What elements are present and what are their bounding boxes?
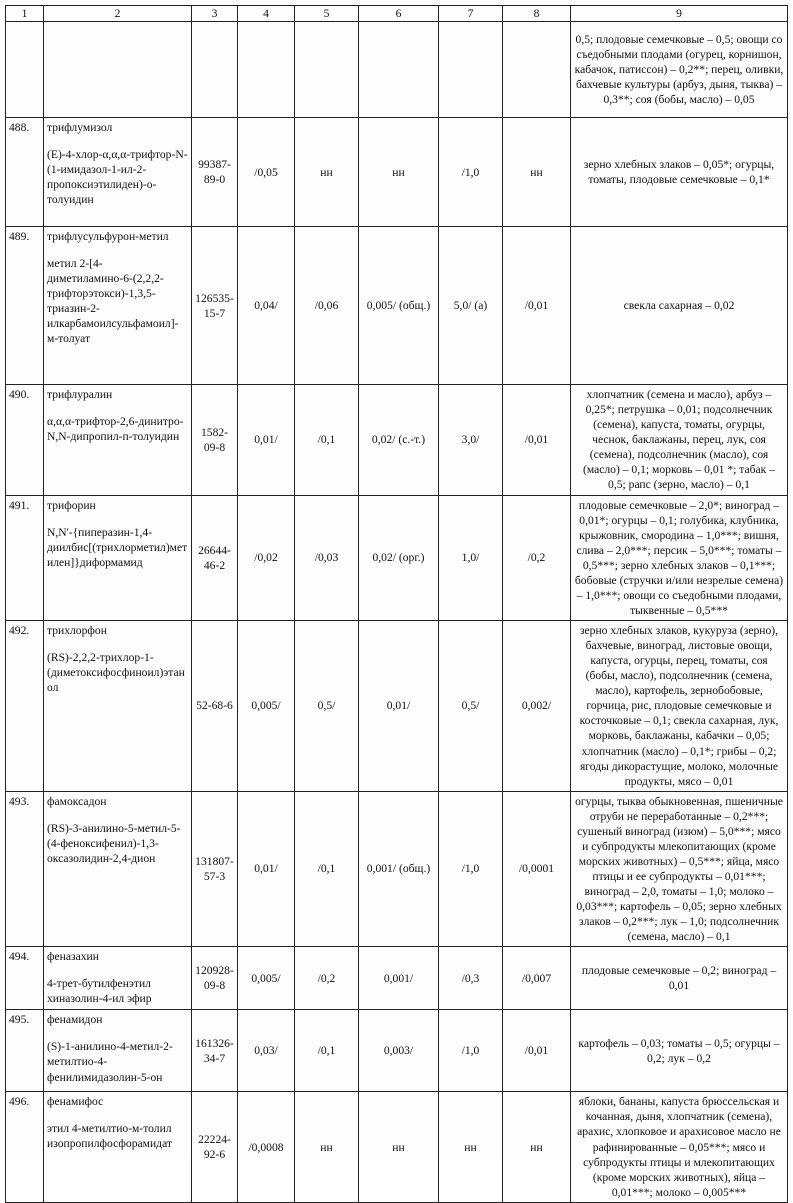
cas-number: 52-68-6 [192,621,238,792]
substance-cell [44,385,192,495]
table-row [6,621,788,792]
cas-number: 161326-34-7 [192,1010,238,1092]
value-col-6: 0,003/ [359,1010,439,1092]
residue-limits: плодовые семечковые – 0,2; виноград – 0,01 [571,947,788,1010]
value-col-4: /0,0008 [238,1092,295,1202]
table-row [6,947,788,1010]
value-col-5: /0,06 [295,227,359,385]
value-col-8: /0,01 [503,385,571,495]
value-col-4: /0,02 [238,495,295,621]
continuation-residue-text: 0,5; плодовые семечковые – 0,5; овощи со съедобными плодами (огурец, корнишон, кабачок, патиссон) – 0,2**; перец, оливки, бахчевые культуры (арбуз, дыня, тыква) – 0,3**; соя (бобы, масло) – 0,05 [571,22,788,118]
value-col-6: 0,02/ (с.-т.) [359,385,439,495]
value-col-8: /0,01 [503,227,571,385]
value-col-5: нн [295,1092,359,1202]
row-number: 493. [6,791,44,947]
residue-limits: картофель – 0,03; томаты – 0,5; огурцы – 0,2; лук – 0,2 [571,1010,788,1092]
value-col-5: /0,2 [295,947,359,1010]
header-cell-9: 9 [571,6,788,22]
row-number: 495. [6,1010,44,1092]
value-col-8: нн [503,118,571,227]
substance-cell [44,621,192,792]
header-cell-1: 1 [6,6,44,22]
chemical-name: α,α,α-трифтор-2,6-динитро-N,N-дипропил-п-толуидин [47,415,184,444]
residue-limits: зерно хлебных злаков – 0,05*; огурцы, томаты, плодовые семечковые – 0,1* [571,118,788,227]
value-col-6: 0,01/ [359,621,439,792]
residue-limits: огурцы, тыква обыкновенная, пшеничные отруби не переработанные – 0,2***; сушеный виноград (изюм) – 5,0***; мясо и субпродукты млекопитающих (кроме морских животных) – 0,5***; яйца, мясо птицы и ее субпродукты – 0,01***; виноград – 2,0, томаты – 1,0; молоко – 0,03***; картофель – 0,05; зерно хлебных злаков – 0,2***; лук – 1,0; подсолнечник (семена, масло) – 0,1 [571,791,788,947]
table-row [6,227,788,385]
substance-cell [44,947,192,1010]
row-number: 489. [6,227,44,385]
substance-name: трифлусульфурон-метил [47,230,169,244]
value-col-8: нн [503,1092,571,1202]
value-col-7: 3,0/ [439,385,503,495]
row-number: 494. [6,947,44,1010]
value-col-7: 1,0/ [439,495,503,621]
cas-number: 126535-15-7 [192,227,238,385]
value-col-6: нн [359,1092,439,1202]
value-col-7: /1,0 [439,118,503,227]
continuation-row [6,22,788,118]
value-col-6: 0,005/ (общ.) [359,227,439,385]
table-row [6,495,788,621]
value-col-8: /0,01 [503,1010,571,1092]
substance-name: трифлумизол [47,121,113,135]
value-col-4: 0,04/ [238,227,295,385]
value-col-4: 0,005/ [238,621,295,792]
value-col-8: /0,2 [503,495,571,621]
value-col-5: /0,1 [295,1010,359,1092]
cas-number: 26644-46-2 [192,495,238,621]
header-cell-4: 4 [238,6,295,22]
substance-name: трифорин [47,498,96,512]
table-row [6,385,788,495]
residue-limits: зерно хлебных злаков, кукуруза (зерно), бахчевые, виноград, листовые овощи, капуста, огурцы, перец, томаты, соя (бобы, масло), подсолнечник (семена, масло), картофель, зернобобовые, горчица, рис, плодовые семечковые и косточковые – 0,1; свекла сахарная, лук, морковь, баклажаны, кабачки – 0,05; хлопчатник (масло) – 0,1*; грибы – 0,2; ягоды дикорастущие, молоко, молочные продукты, мясо – 0,01 [571,621,788,792]
value-col-5: /0,1 [295,791,359,947]
chemical-name: этил 4-метилтио-м-толил изопропилфосфорамидат [47,1122,172,1151]
value-col-5: нн [295,118,359,227]
cas-number: 1582-09-8 [192,385,238,495]
residue-limits: хлопчатник (семена и масло), арбуз – 0,25*; петрушка – 0,01; подсолнечник (семена), капуста, томаты, огурцы, чеснок, баклажаны, перец, лук, соя (семена), подсолнечник (масло), соя (масло) – 0,1; морковь – 0,01 *; табак – 0,5; рапс (зерно, масло) – 0,1 [571,385,788,495]
substance-cell [44,118,192,227]
chemical-name: N,N'-{пиперазин-1,4-диилбис[(трихлорметил)метилен]}диформамид [47,525,188,569]
substance-name: фенамидон [47,1013,103,1027]
row-number: 490. [6,385,44,495]
substance-name: фамоксадон [47,794,107,808]
substance-name: трихлорфон [47,624,107,637]
row-number: 488. [6,118,44,227]
substance-name: трифлуралин [47,388,113,402]
value-col-7: нн [439,1092,503,1202]
substance-cell [44,1010,192,1092]
header-cell-5: 5 [295,6,359,22]
value-col-7: /1,0 [439,1010,503,1092]
value-col-6: 0,001/ (общ.) [359,791,439,947]
value-col-4: /0,05 [238,118,295,227]
regulation-table [5,5,788,1203]
header-cell-3: 3 [192,6,238,22]
value-col-7: /1,0 [439,791,503,947]
value-col-8: 0,002/ [503,621,571,792]
table-row [6,1092,788,1202]
value-col-4: 0,01/ [238,385,295,495]
header-cell-2: 2 [44,6,192,22]
chemical-name: (S)-1-анилино-4-метил-2-метилтио-4-фенилимидазолин-5-он [47,1040,173,1084]
residue-limits: свекла сахарная – 0,02 [571,227,788,385]
value-col-6: 0,02/ (орг.) [359,495,439,621]
header-row [6,6,788,22]
substance-cell [44,495,192,621]
value-col-6: 0,001/ [359,947,439,1010]
value-col-7: /0,3 [439,947,503,1010]
chemical-name: 4-трет-бутилфенэтил хиназолин-4-ил эфир [47,977,152,1006]
value-col-5: 0,5/ [295,621,359,792]
substance-cell [44,227,192,385]
cas-number: 99387-89-0 [192,118,238,227]
residue-limits: яблоки, бананы, капуста брюссельская и кочанная, дыня, хлопчатник (семена), арахис, хлопковое и арахисовое масло не рафинированные – 0,05***; мясо и субпродукты птицы и млекопитающих (кроме морских животных), яйца – 0,01***; молоко – 0,005*** [571,1092,788,1202]
row-number: 492. [6,621,44,792]
row-number: 491. [6,495,44,621]
value-col-4: 0,005/ [238,947,295,1010]
cas-number: 22224-92-6 [192,1092,238,1202]
chemical-name: (RS)-3-анилино-5-метил-5-(4-феноксифенил)-1,3-оксазолидин-2,4-дион [47,821,181,865]
value-col-4: 0,03/ [238,1010,295,1092]
table-row [6,118,788,227]
value-col-7: 5,0/ (а) [439,227,503,385]
cas-number: 120928-09-8 [192,947,238,1010]
chemical-name: (E)-4-хлор-α,α,α-трифтор-N-(1-имидазол-1-ил-2-пропоксиэтилиден)-о-толуидин [47,148,188,207]
value-col-8: /0,007 [503,947,571,1010]
table-row [6,1010,788,1092]
value-col-4: 0,01/ [238,791,295,947]
chemical-name: (RS)-2,2,2-трихлор-1-(диметоксифосфиноил)этанол [47,651,185,695]
table-row [6,791,788,947]
chemical-name: метил 2-[4-диметиламино-6-(2,2,2-трифторэтокси)-1,3,5-триазин-2-илкарбамоилсульфамоил]-м-толуат [47,257,179,346]
substance-cell [44,1092,192,1202]
value-col-6: нн [359,118,439,227]
cas-number: 131807-57-3 [192,791,238,947]
value-col-8: /0,0001 [503,791,571,947]
substance-name: феназахин [47,950,99,964]
value-col-5: /0,03 [295,495,359,621]
value-col-7: 0,5/ [439,621,503,792]
substance-name: фенамифос [47,1095,104,1109]
row-number: 496. [6,1092,44,1202]
header-cell-8: 8 [503,6,571,22]
residue-limits: плодовые семечковые – 2,0*; виноград – 0,01*; огурцы – 0,1; голубика, клубника, крыжовник, смородина – 1,0***; вишня, слива – 2,0***; персик – 5,0***; томаты – 0,5***; зерно хлебных злаков – 0,1***; бобовые (стручки и/или незрелые семена) – 1,0***; овощи со съедобными плодами, тыквенные – 0,5*** [571,495,788,621]
substance-cell [44,791,192,947]
value-col-5: /0,1 [295,385,359,495]
header-cell-7: 7 [439,6,503,22]
header-cell-6: 6 [359,6,439,22]
